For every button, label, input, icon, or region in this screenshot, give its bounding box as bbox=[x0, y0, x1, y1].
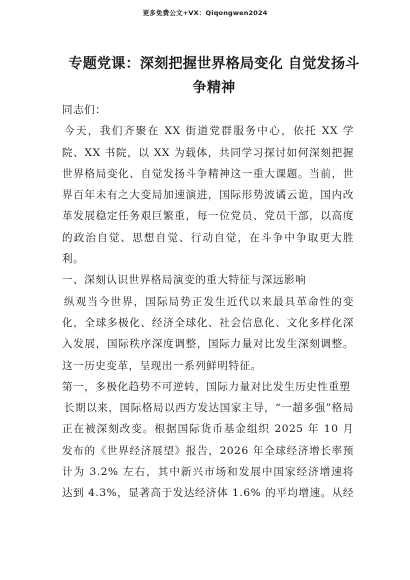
header-note: 更多免费公文+VX：Qiqongwen2024 bbox=[142, 9, 268, 17]
document-title: 专题党课：深刻把握世界格局变化 自觉发扬斗争精神 bbox=[68, 56, 360, 96]
section-paragraph: 纵观当今世界，国际局势正发生近代以来最具革命性的变化，全球多极化、经济全球化、社会信息化、文化多样化深入发展，国际秩序深度调整，国际力量对比发生深刻调整。这一历史变革，呈现出一系列鲜明特征。 bbox=[62, 295, 354, 372]
point-heading: 第一，多极化趋势不可逆转，国际力量对比发生历史性重塑 bbox=[62, 380, 351, 393]
salutation: 同志们： bbox=[62, 104, 107, 116]
section-heading: 一、深刻认识世界格局演变的重大特征与深远影响 bbox=[62, 274, 307, 287]
document-body bbox=[62, 100, 354, 505]
intro-paragraph: 今天，我们齐聚在 XX 街道党群服务中心，依托 XX 学院、XX 书院，以 XX 为载体，共同学习探讨如何深刻把握世界格局变化、自觉发扬斗争精神这一重大课题。当前，世界百年未有之大变局加速演进，国际形势波谲云诡，国内改革发展稳定任务艰巨繁重，每一位党员、党员干部，以高度的政治自觉、思想自觉、行动自觉，在斗争中争取更大胜利。 bbox=[62, 125, 354, 266]
point-paragraph: 长期以来，国际格局以西方发达国家主导，“一超多强”格局正在被深刻改变。根据国际货币基金组织 2025 年 10 月发布的《世界经济展望》报告，2026 年全球经济增长率预计为 3.2% 左右，其中新兴市场和发展中国家经济增速将达到 4.3%，显著高于发达经济体 1.6% 的平均增速。从经 bbox=[62, 402, 354, 500]
